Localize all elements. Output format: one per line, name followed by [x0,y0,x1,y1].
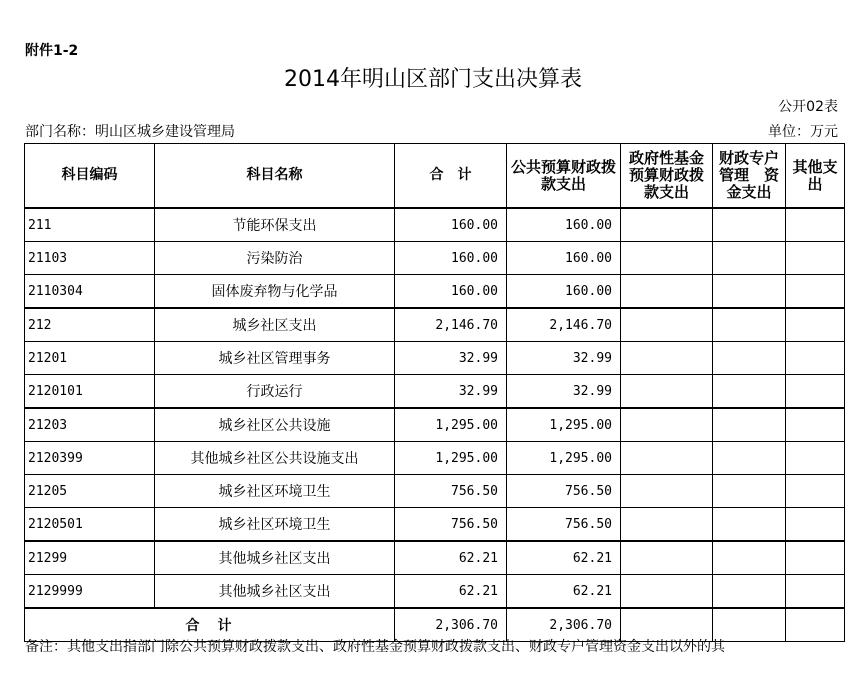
row-code: 211 [25,208,155,242]
expenditure-table [24,143,845,642]
table-row [25,475,845,508]
row-other [786,442,845,475]
row-total: 32.99 [395,375,507,409]
row-total: 160.00 [395,242,507,275]
table-row [25,208,845,242]
row-total: 756.50 [395,508,507,542]
table-row [25,242,845,275]
header-total: 合 计 [395,144,507,209]
row-code: 21201 [25,342,155,375]
table-row [25,308,845,342]
row-public: 160.00 [507,242,621,275]
row-code: 2120101 [25,375,155,409]
table-row [25,442,845,475]
row-name: 城乡社区环境卫生 [155,508,395,542]
row-name: 其他城乡社区支出 [155,575,395,609]
header-public: 公共预算财政拨款支出 [507,144,621,209]
row-public: 756.50 [507,475,621,508]
row-special [713,442,786,475]
row-gov-fund [621,442,713,475]
row-gov-fund [621,508,713,542]
page-title: 2014年明山区部门支出决算表 [284,67,582,92]
row-name: 节能环保支出 [155,208,395,242]
row-special [713,575,786,609]
row-total: 2,146.70 [395,308,507,342]
row-name: 固体废弃物与化学品 [155,275,395,309]
row-code: 21205 [25,475,155,508]
row-special [713,208,786,242]
table-row [25,275,845,309]
header-code: 科目编码 [25,144,155,209]
row-public: 32.99 [507,375,621,409]
row-other [786,308,845,342]
row-public: 1,295.00 [507,408,621,442]
row-public: 756.50 [507,508,621,542]
row-total: 1,295.00 [395,408,507,442]
row-public: 1,295.00 [507,442,621,475]
row-other [786,541,845,575]
row-gov-fund [621,275,713,309]
row-name: 城乡社区支出 [155,308,395,342]
row-name: 城乡社区环境卫生 [155,475,395,508]
row-code: 2120399 [25,442,155,475]
row-public: 32.99 [507,342,621,375]
row-code: 21299 [25,541,155,575]
row-name: 其他城乡社区支出 [155,541,395,575]
row-special [713,375,786,409]
row-name: 污染防治 [155,242,395,275]
table-row [25,342,845,375]
row-other [786,375,845,409]
row-total: 160.00 [395,275,507,309]
row-special [713,541,786,575]
row-total: 62.21 [395,541,507,575]
row-code: 2129999 [25,575,155,609]
table-row [25,408,845,442]
row-name: 城乡社区管理事务 [155,342,395,375]
form-number: 公开02表 [778,99,838,115]
row-special [713,508,786,542]
row-total: 756.50 [395,475,507,508]
row-code: 2120501 [25,508,155,542]
row-special [713,308,786,342]
row-special [713,342,786,375]
row-total: 62.21 [395,575,507,609]
attachment-label: 附件1-2 [25,43,79,59]
row-gov-fund [621,408,713,442]
row-other [786,342,845,375]
row-special [713,275,786,309]
row-total: 160.00 [395,208,507,242]
table-row [25,575,845,609]
row-public: 160.00 [507,208,621,242]
row-public: 62.21 [507,541,621,575]
row-special [713,242,786,275]
row-gov-fund [621,375,713,409]
row-other [786,208,845,242]
row-other [786,275,845,309]
header-name: 科目名称 [155,144,395,209]
row-gov-fund [621,342,713,375]
row-public: 160.00 [507,275,621,309]
table-row [25,508,845,542]
row-public: 2,146.70 [507,308,621,342]
row-code: 2110304 [25,275,155,309]
header-special: 财政专户管理 资金支出 [713,144,786,209]
row-name: 城乡社区公共设施 [155,408,395,442]
table-row [25,541,845,575]
row-name: 其他城乡社区公共设施支出 [155,442,395,475]
row-name: 行政运行 [155,375,395,409]
total-public: 2,306.70 [507,608,621,642]
row-special [713,475,786,508]
row-total: 1,295.00 [395,442,507,475]
row-special [713,408,786,442]
header-gov-fund: 政府性基金预算财政拨款支出 [621,144,713,209]
row-gov-fund [621,475,713,508]
row-gov-fund [621,208,713,242]
unit-label: 单位：万元 [768,124,838,140]
row-code: 21103 [25,242,155,275]
row-other [786,242,845,275]
row-other [786,475,845,508]
row-gov-fund [621,242,713,275]
total-label: 合 计 [25,608,395,642]
row-gov-fund [621,575,713,609]
row-gov-fund [621,541,713,575]
row-gov-fund [621,308,713,342]
row-public: 62.21 [507,575,621,609]
footnote: 备注：其他支出指部门除公共预算财政拨款支出、政府性基金预算财政拨款支出、财政专户管理资金支出以外的其 [25,639,725,655]
row-other [786,508,845,542]
department-name: 部门名称：明山区城乡建设管理局 [25,124,235,140]
total-total: 2,306.70 [395,608,507,642]
row-other [786,575,845,609]
header-other: 其他支出 [786,144,845,209]
row-other [786,408,845,442]
row-code: 21203 [25,408,155,442]
table-row [25,375,845,409]
row-code: 212 [25,308,155,342]
row-total: 32.99 [395,342,507,375]
table-header-row [25,144,845,209]
